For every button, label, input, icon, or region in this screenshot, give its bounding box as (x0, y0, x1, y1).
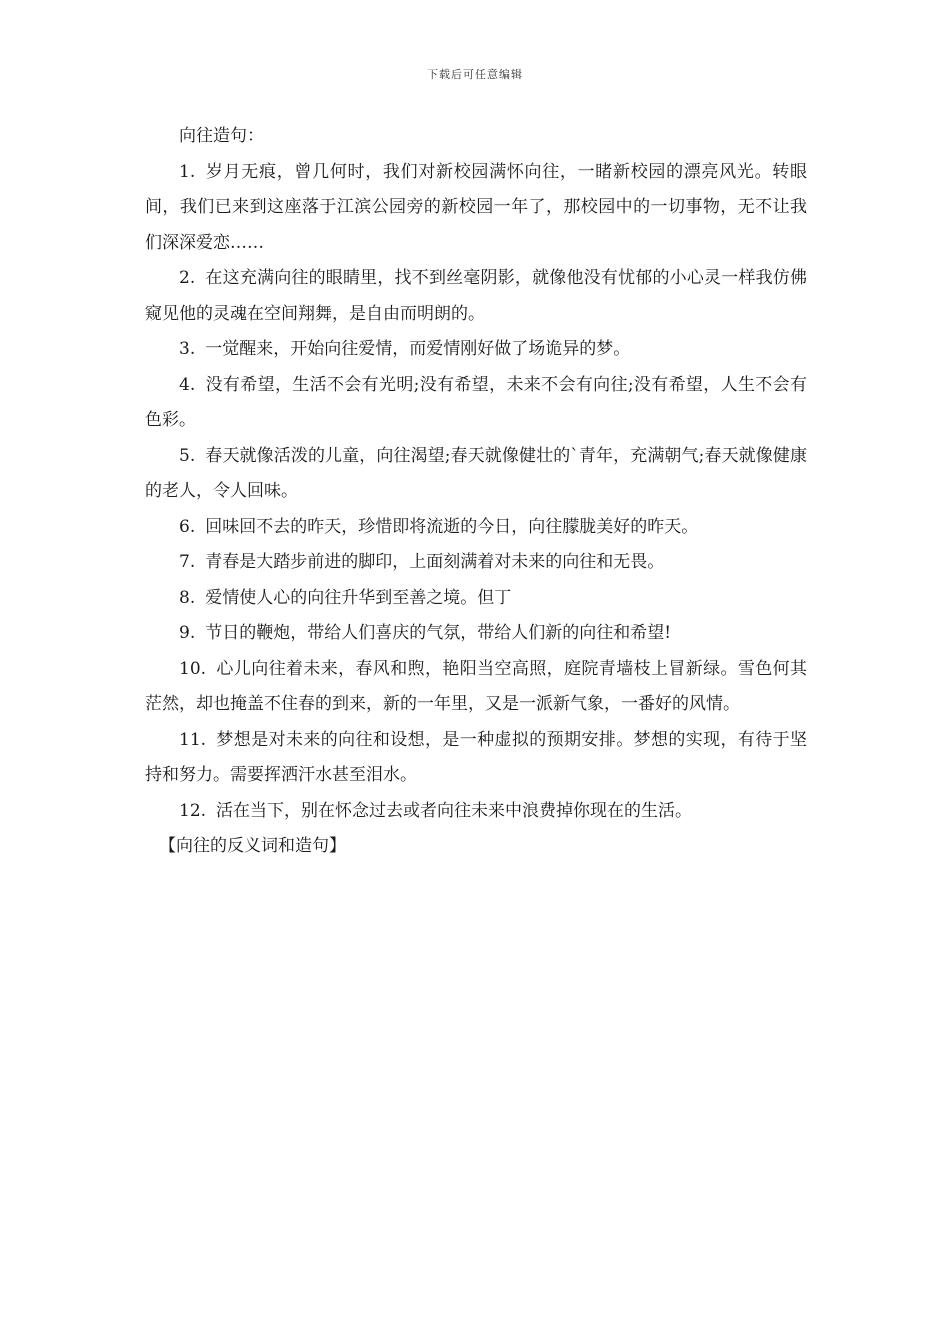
sentence-item (145, 332, 807, 368)
sentence-item (145, 368, 807, 439)
sentence-item (145, 652, 807, 723)
sentence-text: 回味回不去的昨天，珍惜即将流逝的今日，向往朦胧美好的昨天。 (205, 516, 699, 537)
sentence-number: 5. (179, 445, 196, 466)
section-heading: 向往造句： (179, 126, 264, 146)
sentence-text: 梦想是对未来的向往和设想，是一种虚拟的预期安排。梦想的实现，有待于坚持和努力。需要挥洒汗水甚至泪水。 (145, 729, 807, 785)
sentence-text: 爱情使人心的向往升华到至善之境。但丁 (205, 587, 512, 608)
document-body (145, 119, 807, 865)
sentence-item (145, 723, 807, 794)
sentence-item (145, 545, 807, 581)
sentence-text: 活在当下，别在怀念过去或者向往未来中浪费掉你现在的生活。 (216, 800, 693, 821)
sentence-number: 10. (179, 658, 207, 679)
sentence-number: 4. (179, 374, 196, 395)
sentence-text: 心儿向往着未来，春风和煦，艳阳当空高照，庭院青墙枝上冒新绿。雪色何其茫然，却也掩盖不住春的到来，新的一年里，又是一派新气象，一番好的风情。 (145, 658, 807, 714)
sentence-item (145, 616, 807, 652)
sentence-number: 9. (179, 623, 196, 643)
sentence-item (145, 510, 807, 546)
sentence-number: 6. (179, 516, 196, 537)
sentence-item (145, 794, 807, 830)
sentence-number: 1. (179, 161, 196, 182)
sentence-text: 在这充满向往的眼睛里，找不到丝毫阴影，就像他没有忧郁的小心灵一样我仿佛窥见他的灵魂在空间翔舞，是自由而明朗的。 (145, 268, 807, 324)
sentence-number: 8. (179, 587, 196, 608)
sentence-item (145, 155, 807, 262)
sentence-number: 12. (179, 800, 207, 821)
header-note: 下载后可任意编辑 (427, 68, 523, 81)
sentence-item (145, 261, 807, 332)
sentence-text: 青春是大踏步前进的脚印，上面刻满着对未来的向往和无畏。 (205, 552, 665, 572)
sentence-number: 11. (179, 729, 207, 750)
sentence-item (145, 439, 807, 510)
sentence-text: 岁月无痕，曾几何时，我们对新校园满怀向往，一睹新校园的漂亮风光。转眼间，我们已来到这座落于江滨公园旁的新校园一年了，那校园中的一切事物，无不让我们深深爱恋…… (145, 161, 807, 253)
sentence-number: 3. (179, 339, 196, 359)
sentence-item (145, 581, 807, 617)
antonym-section-heading: 【向往的反义词和造句】 (159, 836, 346, 856)
sentence-text: 春天就像活泼的儿童，向往渴望;春天就像健壮的`青年，充满朝气;春天就像健康的老人，令人回味。 (145, 445, 807, 501)
sentence-text: 节日的鞭炮，带给人们喜庆的气氛，带给人们新的向往和希望! (205, 623, 672, 643)
sentence-number: 7. (179, 552, 196, 572)
sentence-number: 2. (179, 268, 196, 288)
sentence-text: 一觉醒来，开始向往爱情，而爱情刚好做了场诡异的梦。 (205, 339, 631, 359)
sentence-text: 没有希望，生活不会有光明;没有希望，未来不会有向往;没有希望，人生不会有色彩。 (145, 374, 807, 430)
